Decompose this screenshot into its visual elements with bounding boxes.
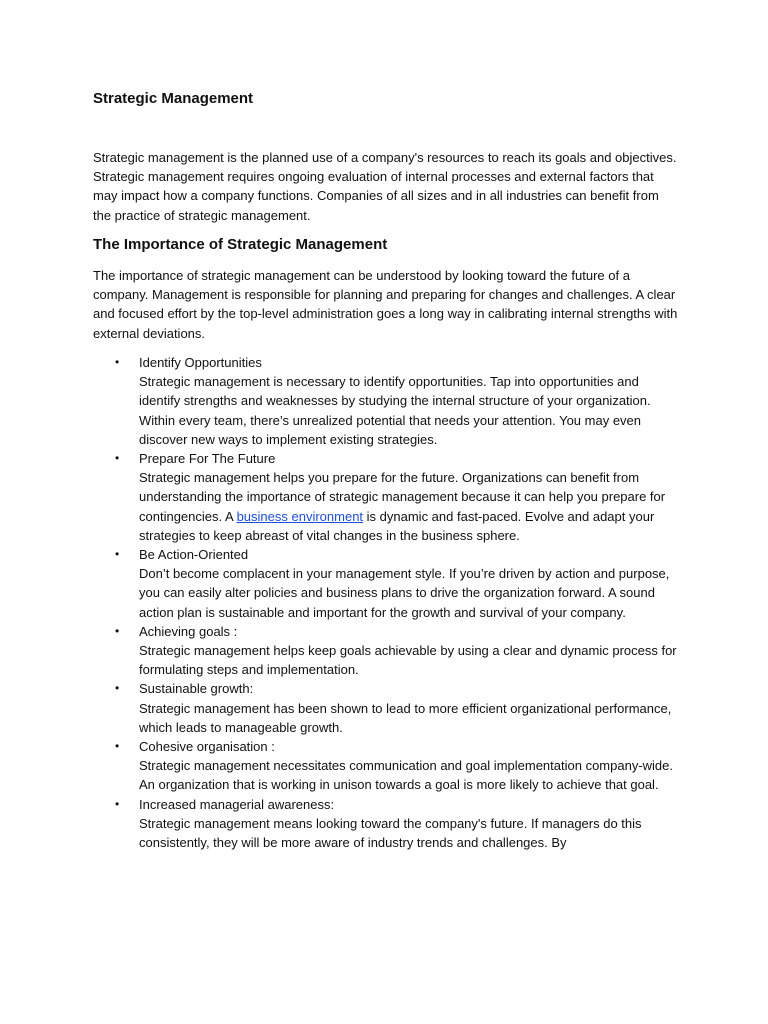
bullet-icon: • bbox=[115, 355, 120, 369]
bullet-icon: • bbox=[115, 451, 120, 466]
list-item bbox=[93, 795, 678, 853]
list-item bbox=[93, 737, 678, 795]
list-item-title: Be Action-Oriented bbox=[139, 547, 249, 563]
list-item-body: Strategic management means looking toward the company's future. If managers do this consistently, they will be more aware of industry trends and challenges. By bbox=[139, 815, 642, 851]
document-title: Strategic Management bbox=[93, 90, 254, 107]
list-item-body: Strategic management has been shown to lead to more efficient organizational performance, which leads to manageable growth. bbox=[139, 700, 672, 735]
list-item bbox=[93, 449, 678, 545]
list-item-title: Increased managerial awareness: bbox=[139, 796, 335, 812]
list-item-title: Prepare For The Future bbox=[139, 451, 276, 467]
list-item-title: Sustainable growth: bbox=[139, 681, 254, 697]
bullet-icon: • bbox=[115, 739, 120, 754]
body-text: is dynamic and fast-paced. Evolve and adapt your strategies to keep abreast of vital changes in the business sphere. bbox=[139, 508, 655, 543]
list-item bbox=[93, 622, 678, 680]
bullet-icon: • bbox=[115, 547, 120, 562]
list-item-body bbox=[139, 468, 678, 545]
bullet-icon: • bbox=[115, 623, 120, 638]
business-environment-link[interactable]: business environment bbox=[236, 508, 364, 524]
intro-paragraph: Strategic management is the planned use of a company's resources to reach its goals and objectives. Strategic management requires ongoing evaluation of internal processes and external factors that may impact how a company functions. Companies of all sizes and in all industries can benefit from the practice of strategic management. bbox=[93, 150, 677, 223]
list-item bbox=[93, 679, 678, 737]
section-heading: The Importance of Strategic Management bbox=[93, 236, 388, 253]
list-item-body: Don’t become complacent in your management style. If you’re driven by action and purpose, you can easily alter policies and business plans to drive the organization forward. A sound action plan is sustainable and important for the growth and survival of your company. bbox=[139, 566, 670, 620]
benefits-list bbox=[93, 353, 678, 852]
list-item-body: Strategic management helps keep goals achievable by using a clear and dynamic process for formulating steps and implementation. bbox=[139, 643, 677, 678]
bullet-icon: • bbox=[115, 681, 120, 696]
section-paragraph: The importance of strategic management can be understood by looking toward the future of a company. Management is responsible for planning and preparing for changes and challenges. A clear and focused effort by the top-level administration goes a long way in calibrating internal strengths with external deviations. bbox=[93, 268, 678, 341]
list-item-title: Cohesive organisation : bbox=[139, 739, 275, 755]
list-item-title: Identify Opportunities bbox=[139, 355, 262, 370]
list-item bbox=[93, 545, 678, 622]
body-text: Strategic management helps you prepare for the future. Organizations can benefit from understanding the importance of strategic management because it can help you prepare for contingencies. A bbox=[139, 470, 666, 524]
list-item-body: Strategic management is necessary to identify opportunities. Tap into opportunities and identify strengths and weaknesses by studying the internal structure of your organization. Within every team, there’s unrealized potential that needs your attention. You may even discover new ways to implement existing strategies. bbox=[139, 374, 651, 447]
bullet-icon: • bbox=[115, 796, 120, 811]
list-item-body: Strategic management necessitates communication and goal implementation company-wide. An organization that is working in unison towards a goal is more likely to achieve that goal. bbox=[139, 758, 674, 793]
list-item-title: Achieving goals : bbox=[139, 623, 238, 639]
list-item bbox=[93, 353, 678, 449]
